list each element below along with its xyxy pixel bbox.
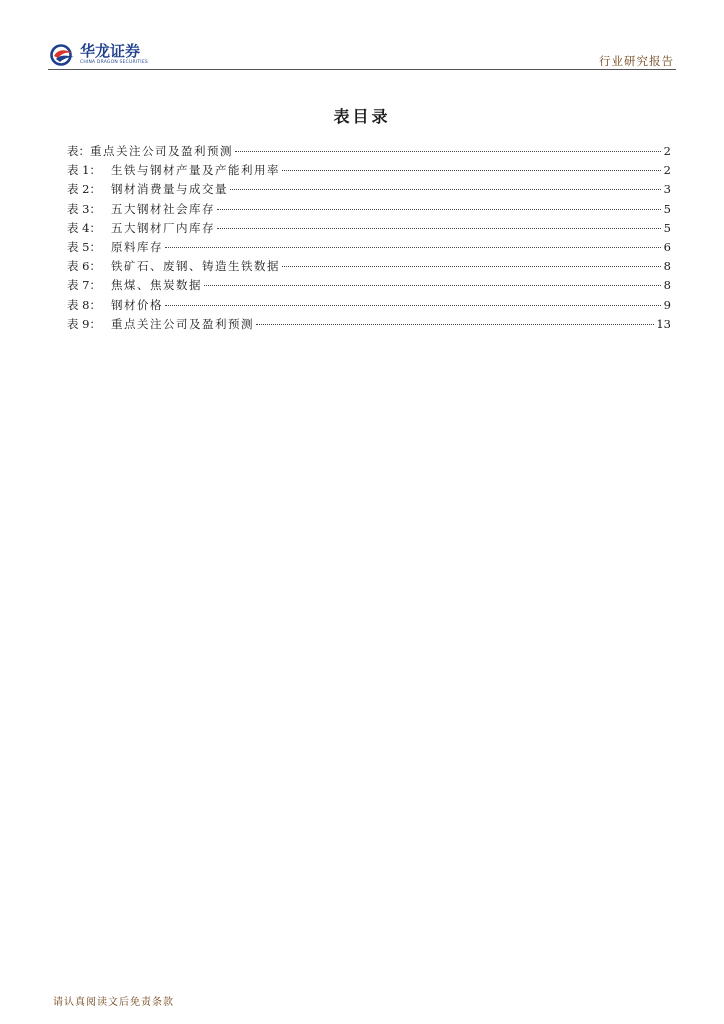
toc-page-number: 9 [663,297,671,312]
header-divider [48,69,676,70]
toc-entry[interactable] [67,200,671,219]
company-logo [50,44,148,66]
toc-entry[interactable] [67,161,671,180]
toc-entry[interactable] [67,296,671,315]
toc-entry-text: 五大钢材社会库存 [110,201,215,216]
toc-page-number: 2 [663,144,671,158]
toc-page-number: 5 [663,201,671,216]
toc-dot-leader [230,189,661,190]
toc-entry-label: 表 2： [67,182,101,197]
toc-dot-leader [217,209,661,210]
toc-title: 表目录 [333,107,391,126]
toc-entry-label: 表 9： [67,316,101,331]
toc-page-number: 13 [656,316,671,331]
toc-entry-label: 表 7： [67,278,101,293]
toc-entry[interactable] [67,219,671,238]
toc-page-number: 8 [663,278,671,293]
toc-dot-leader [282,266,661,267]
toc-entry[interactable] [67,238,671,257]
toc-entry-label: 表 1： [67,163,101,178]
toc-dot-leader [235,151,661,152]
toc-entry-label: 表 8： [67,297,101,312]
toc-entry-text: 五大钢材厂内库存 [110,220,215,235]
toc-dot-leader [256,324,654,325]
toc-dot-leader [282,170,661,171]
toc-entry-text: 重点关注公司及盈利预测 [110,316,254,331]
toc-entry[interactable] [67,315,671,334]
toc-entry-label: 表： [67,144,90,158]
toc-dot-leader [165,247,661,248]
page-header [48,40,676,74]
toc-page-number: 5 [663,220,671,235]
toc-entry-text: 焦煤、焦炭数据 [110,278,202,293]
toc-page-number: 2 [663,163,671,178]
toc-entry-text: 钢材价格 [110,297,163,312]
toc-dot-leader [204,285,661,286]
toc-page-number: 3 [663,182,671,197]
table-of-contents [67,142,671,334]
toc-entry-text: 原料库存 [110,239,163,254]
toc-entry[interactable] [67,276,671,295]
toc-page-number: 6 [663,239,671,254]
toc-entry[interactable] [67,257,671,276]
toc-entry[interactable] [67,142,671,161]
toc-entry-label: 表 3： [67,201,101,216]
toc-page-number: 8 [663,259,671,274]
logo-chinese-name: 华龙证券 [80,42,141,61]
toc-entry-text: 钢材消费量与成交量 [110,182,228,197]
toc-entry-label: 表 4： [67,220,101,235]
toc-dot-leader [165,305,661,306]
footer-disclaimer[interactable]: 请认真阅读文后免责条款 [53,997,174,1008]
toc-entry-label: 表 5： [67,239,101,254]
toc-entry[interactable] [67,180,671,199]
toc-entry-label: 表 6： [67,259,101,274]
toc-dot-leader [217,228,661,229]
logo-english-name: CHINA DRAGON SECURITIES [80,60,148,66]
report-type-label: 行业研究报告 [599,54,674,68]
toc-entry-text: 生铁与钢材产量及产能利用率 [110,163,280,178]
toc-entry-text: 铁矿石、废钢、铸造生铁数据 [110,259,280,274]
toc-entry-text: 重点关注公司及盈利预测 [90,144,233,158]
dragon-logo-icon [50,44,76,66]
